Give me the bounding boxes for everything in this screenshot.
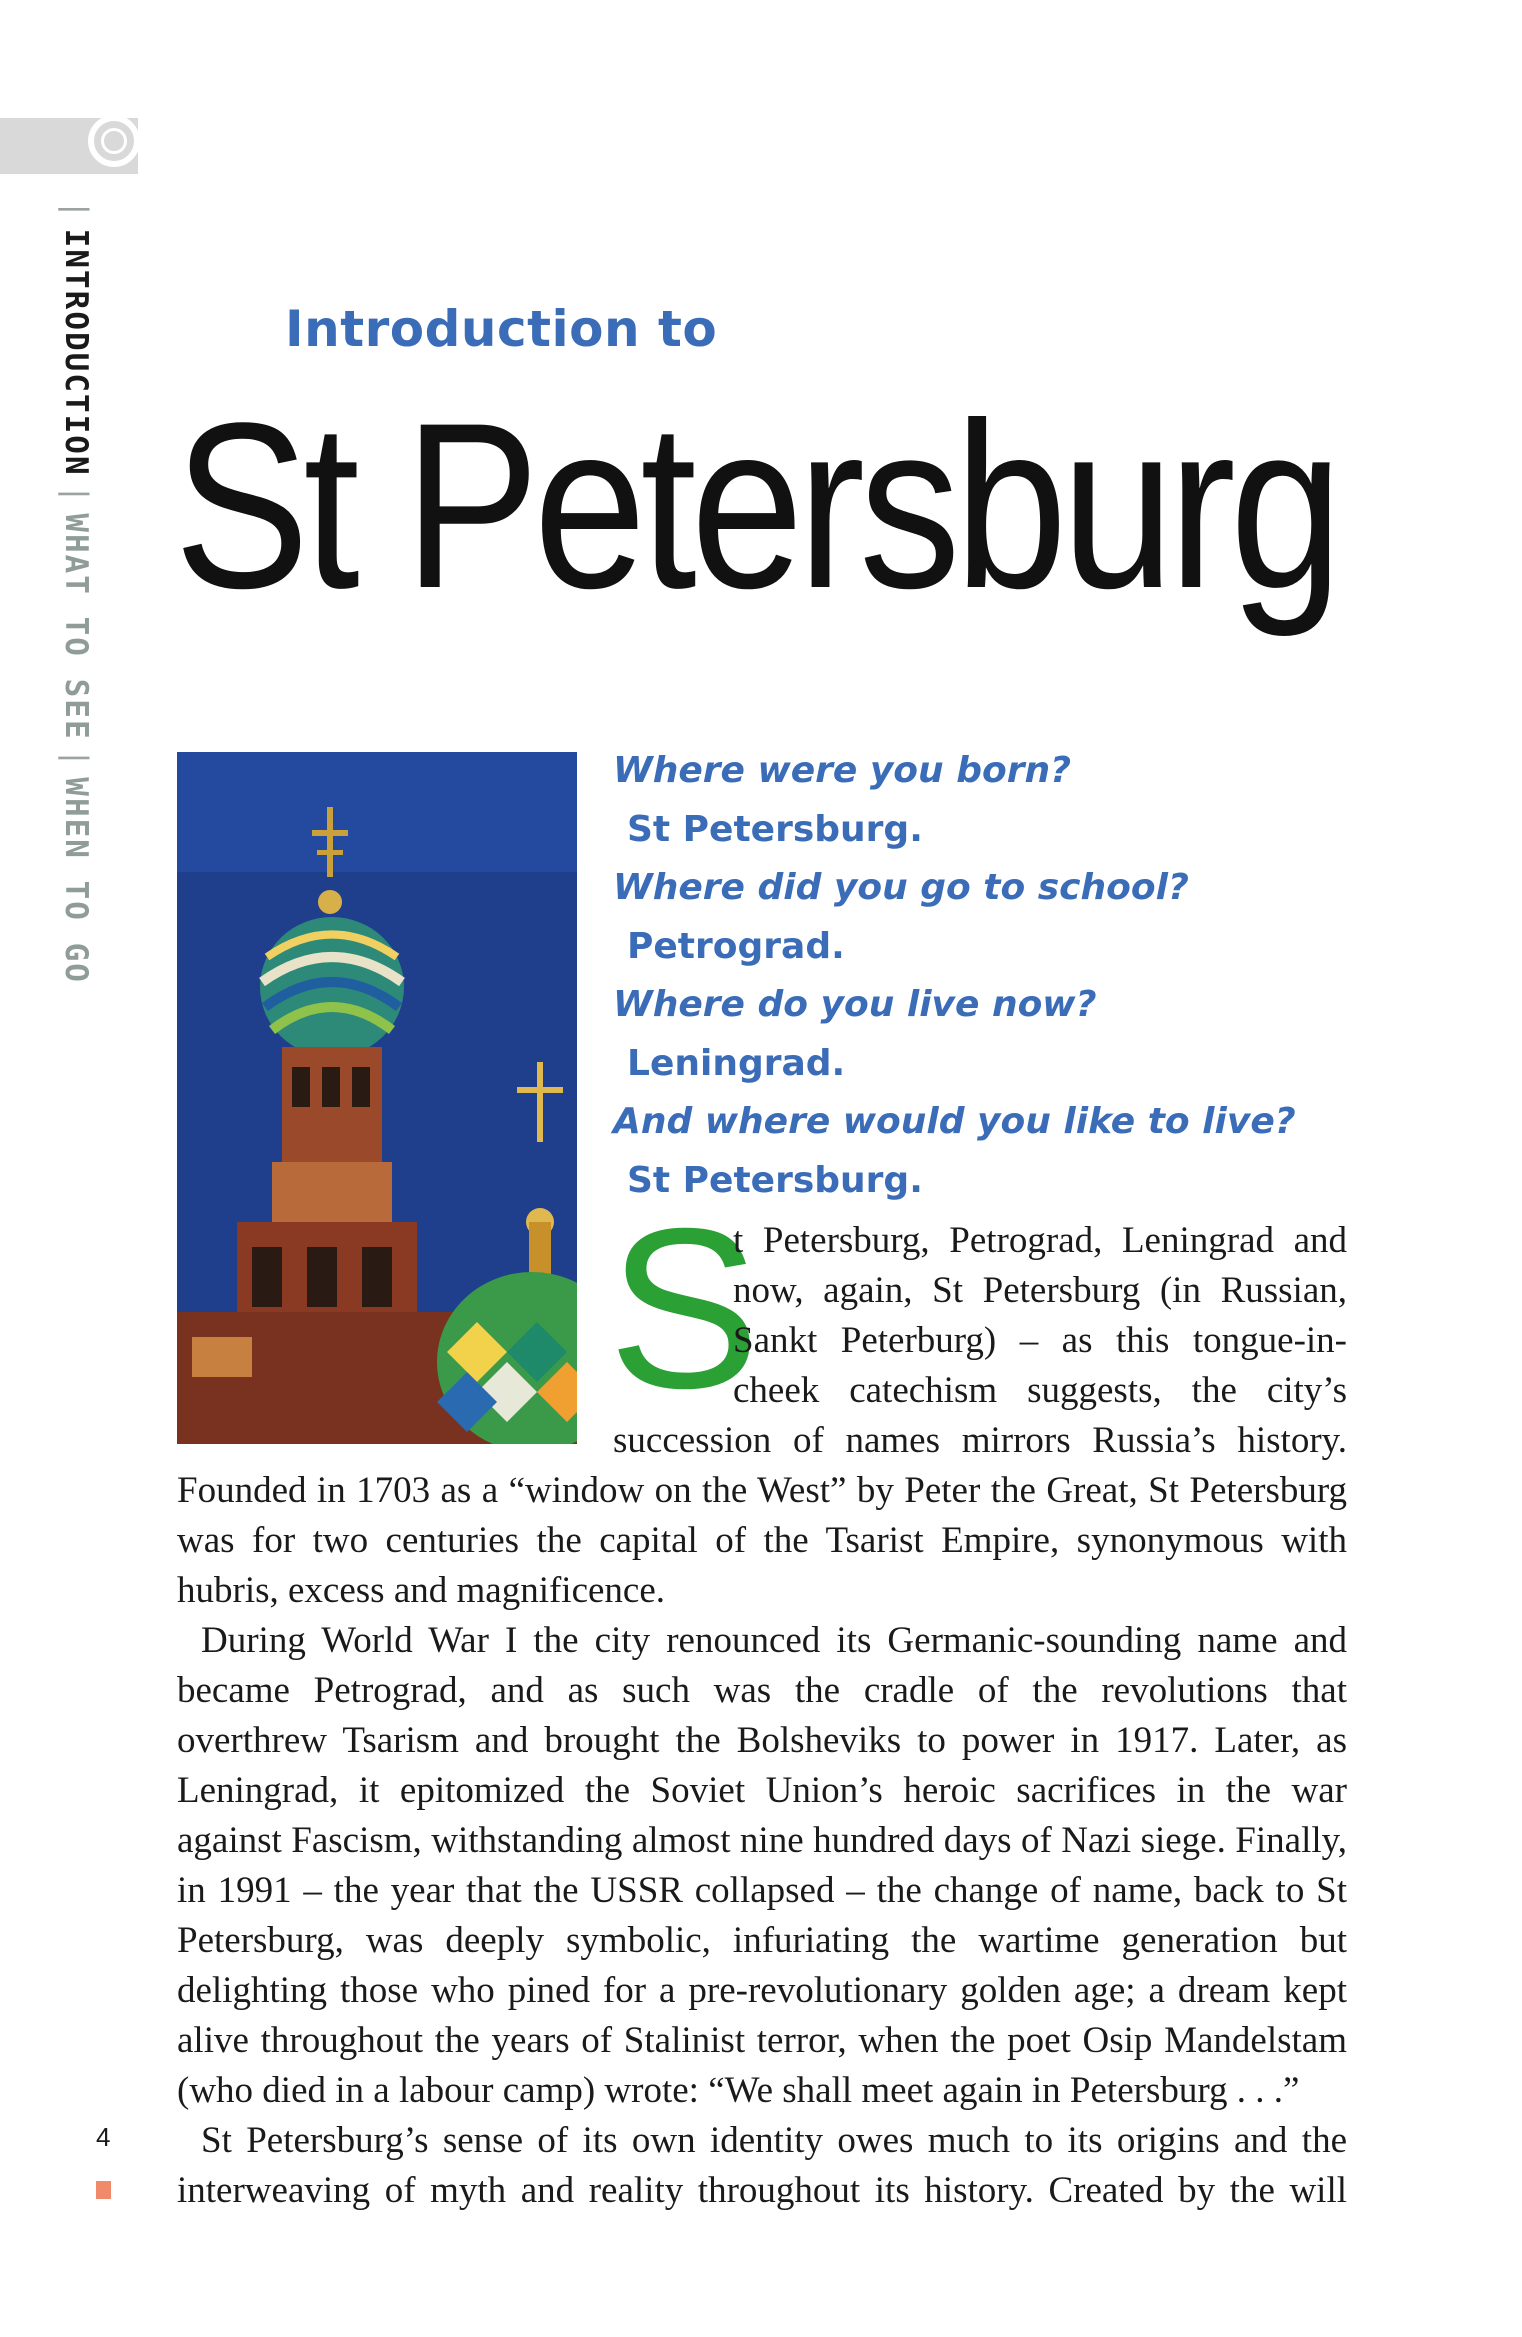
dialogue-question: Where were you born? (613, 750, 1071, 791)
paragraph-3: St Petersburg’s sense of its own identity owes much to its origins and the interweaving of myth and reality throughout its history. Created by the will (177, 2120, 1347, 2211)
side-nav-what-to-see[interactable]: WHAT TO SEE (58, 513, 94, 741)
dialogue-answer: St Petersburg. (627, 808, 923, 850)
church-photo (177, 752, 577, 1444)
dialogue-answer: St Petersburg. (627, 1159, 923, 1201)
lead-lines (733, 1216, 1347, 1416)
dialogue-answer: Petrograd. (627, 925, 845, 967)
dialogue-question: Where did you go to school? (613, 867, 1189, 908)
dialogue-question: And where would you like to live? (613, 1101, 1296, 1142)
side-nav-when-to-go[interactable]: WHEN TO GO (58, 777, 94, 984)
lead-line: t Petersburg, Petrograd, Leningrad and (733, 1220, 1347, 1261)
lead-line: Sankt Peterburg) – as this tongue-in- (733, 1320, 1347, 1361)
side-nav: |INTRODUCTION|WHAT TO SEE|WHEN TO GO (58, 200, 94, 984)
dialogue-answer: Leningrad. (627, 1042, 846, 1084)
catechism-dialogue (613, 742, 1296, 1210)
circle-tab-icon (88, 115, 140, 167)
drop-cap: S (608, 1182, 761, 1436)
page-kicker: Introduction to (285, 300, 718, 358)
page-marker (96, 2181, 111, 2199)
lead-continuation: succession of names mirrors Russia’s history. (613, 1420, 1347, 1461)
page-number: 4 (96, 2122, 111, 2152)
dialogue-question: Where do you live now? (613, 984, 1097, 1025)
paragraph-2: During World War I the city renounced its Germanic-sounding name and became Petrograd, and as such was the cradle of the revolutions that overthrew Tsarism and brought the Bolsheviks to power in 1917. Later, as Leningrad, it epitomized the Soviet Union’s heroic sacrifices in the war against Fascism, withstanding almost nine hundred days of Nazi siege. Finally, in 1991 – the year that the USSR collapsed – the change of name, back to St Petersburg, was deeply symbolic, infuriating the wartime generation but delighting those who pined for a pre-revolutionary golden age; a dream kept alive throughout the years of Stalinist terror, when the poet Osip Mandelstam (who died in a labour camp) wrote: “We shall meet again in Petersburg . . .” (177, 1620, 1347, 2111)
paragraph-1-rest: Founded in 1703 as a “window on the West” by Peter the Great, St Petersburg was for two centuries the capital of the Tsarist Empire, synonymous with hubris, excess and magnificence. (177, 1470, 1347, 1611)
side-nav-introduction[interactable]: INTRODUCTION (58, 228, 94, 477)
lead-line: cheek catechism suggests, the city’s (733, 1370, 1347, 1411)
body-text (177, 1466, 1347, 2216)
page-title: St Petersburg (174, 374, 1337, 638)
lead-line: now, again, St Petersburg (in Russian, (733, 1270, 1347, 1311)
